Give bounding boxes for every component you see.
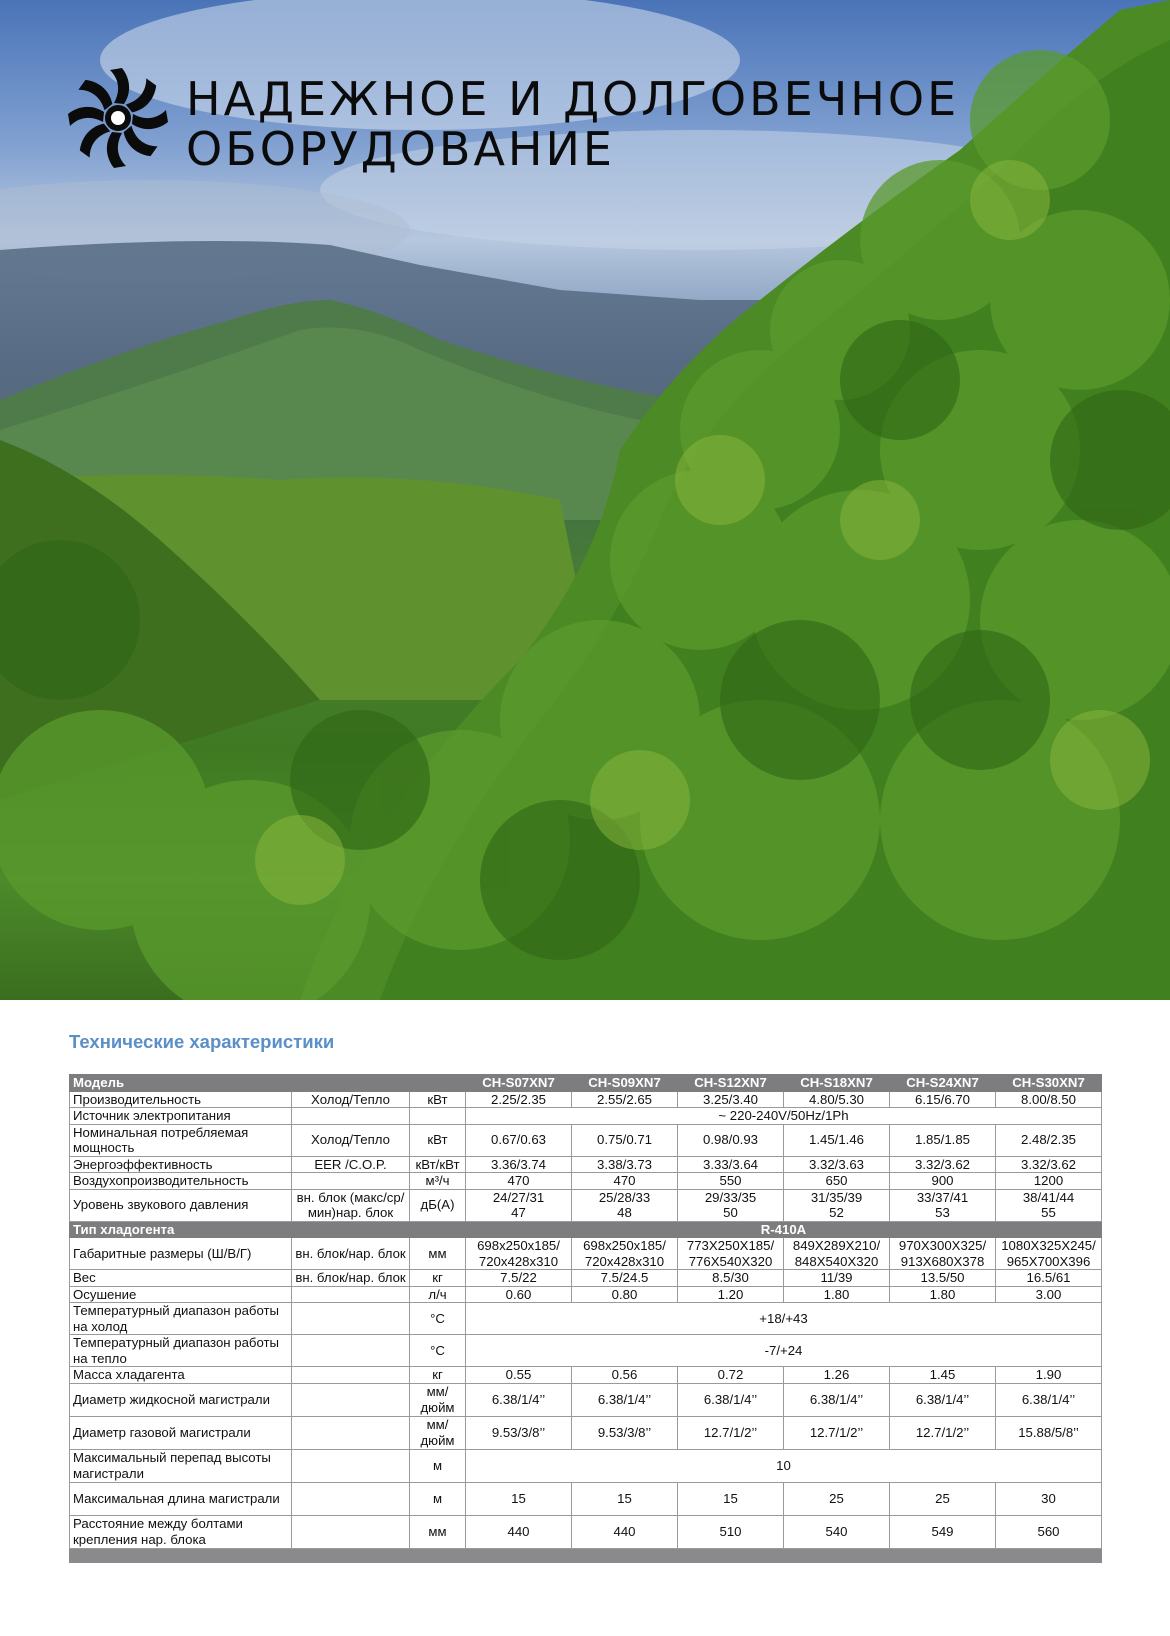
cell-value: 4.80/5.30	[784, 1091, 890, 1108]
table-row	[70, 1416, 1102, 1449]
row-mode: вн. блок/нар. блок	[292, 1238, 410, 1270]
row-unit: кВт	[410, 1124, 466, 1156]
table-row	[70, 1383, 1102, 1416]
cell-value: 1.20	[678, 1286, 784, 1303]
header-label: Модель	[70, 1075, 292, 1092]
cell-value: 2.25/2.35	[466, 1091, 572, 1108]
cell-value: 6.38/1/4’’	[678, 1383, 784, 1416]
row-name: Максимальный перепад высоты магистрали	[70, 1449, 292, 1482]
cell-value: 15	[466, 1482, 572, 1515]
cell-value: 470	[572, 1173, 678, 1190]
cell-value: 1080X325X245/ 965X700X396	[996, 1238, 1102, 1270]
cell-value: 1.85/1.85	[890, 1124, 996, 1156]
model-name: CH-S07XN7	[466, 1075, 572, 1092]
cell-merged: 10	[466, 1449, 1102, 1482]
refrigerant-row	[70, 1221, 1102, 1238]
cell-value: 24/27/31 47	[466, 1189, 572, 1221]
table-row	[70, 1108, 1102, 1125]
cell-value: 11/39	[784, 1270, 890, 1287]
cell-value: 16.5/61	[996, 1270, 1102, 1287]
row-unit: мм	[410, 1238, 466, 1270]
cell-merged: R-410A	[466, 1221, 1102, 1238]
cell-value: 12.7/1/2’’	[784, 1416, 890, 1449]
cell-value: 7.5/22	[466, 1270, 572, 1287]
row-mode: EER /C.O.P.	[292, 1156, 410, 1173]
row-unit: кг	[410, 1270, 466, 1287]
cell-value: 540	[784, 1515, 890, 1548]
model-name: CH-S24XN7	[890, 1075, 996, 1092]
cell-value: 6.38/1/4’’	[572, 1383, 678, 1416]
row-unit: мм/дюйм	[410, 1383, 466, 1416]
cell-value: 1.90	[996, 1367, 1102, 1384]
row-name: Осушение	[70, 1286, 292, 1303]
table-row	[70, 1173, 1102, 1190]
cell-value: 25	[890, 1482, 996, 1515]
cell-value: 6.38/1/4’’	[996, 1383, 1102, 1416]
fan-icon	[66, 66, 170, 170]
row-name: Уровень звукового давления	[70, 1189, 292, 1221]
cell-value: 0.67/0.63	[466, 1124, 572, 1156]
row-name: Максимальная длина магистрали	[70, 1482, 292, 1515]
cell-value: 3.36/3.74	[466, 1156, 572, 1173]
row-name: Габаритные размеры (Ш/В/Г)	[70, 1238, 292, 1270]
table-row	[70, 1270, 1102, 1287]
row-mode: вн. блок/нар. блок	[292, 1270, 410, 1287]
cell-value: 3.25/3.40	[678, 1091, 784, 1108]
row-unit: м³/ч	[410, 1173, 466, 1190]
row-mode: вн. блок (макс/ср/мин)нар. блок	[292, 1189, 410, 1221]
cell-value: 1.26	[784, 1367, 890, 1384]
cell-merged: ~ 220-240V/50Hz/1Ph	[466, 1108, 1102, 1125]
cell-value: 1200	[996, 1173, 1102, 1190]
row-name: Масса хладагента	[70, 1367, 292, 1384]
cell-value: 0.56	[572, 1367, 678, 1384]
cell-value: 0.55	[466, 1367, 572, 1384]
table-row	[70, 1189, 1102, 1221]
cell-value: 8.00/8.50	[996, 1091, 1102, 1108]
row-unit: кг	[410, 1367, 466, 1384]
cell-value: 3.00	[996, 1286, 1102, 1303]
cell-value: 25/28/33 48	[572, 1189, 678, 1221]
cell-value: 0.60	[466, 1286, 572, 1303]
cell-value: 440	[572, 1515, 678, 1548]
table-row	[70, 1335, 1102, 1367]
cell-value: 900	[890, 1173, 996, 1190]
cell-value: 6.38/1/4’’	[466, 1383, 572, 1416]
spec-table	[69, 1074, 1102, 1563]
row-unit: кВт/кВт	[410, 1156, 466, 1173]
cell-value: 1.45/1.46	[784, 1124, 890, 1156]
cell-value: 13.5/50	[890, 1270, 996, 1287]
row-name: Энергоэффективность	[70, 1156, 292, 1173]
model-name: CH-S30XN7	[996, 1075, 1102, 1092]
row-name: Температурный диапазон работы на холод	[70, 1303, 292, 1335]
row-name: Тип хладогента	[70, 1221, 466, 1238]
table-row	[70, 1124, 1102, 1156]
cell-value: 560	[996, 1515, 1102, 1548]
cell-value: 8.5/30	[678, 1270, 784, 1287]
cell-merged: -7/+24	[466, 1335, 1102, 1367]
cell-value: 849X289X210/ 848X540X320	[784, 1238, 890, 1270]
cell-value: 31/35/39 52	[784, 1189, 890, 1221]
row-name: Источник электропитания	[70, 1108, 292, 1125]
row-unit: кВт	[410, 1091, 466, 1108]
row-unit: дБ(А)	[410, 1189, 466, 1221]
model-name: CH-S09XN7	[572, 1075, 678, 1092]
row-name: Температурный диапазон работы на тепло	[70, 1335, 292, 1367]
cell-value: 9.53/3/8’’	[466, 1416, 572, 1449]
cell-value: 698x250x185/ 720x428x310	[466, 1238, 572, 1270]
row-unit: м	[410, 1482, 466, 1515]
cell-value: 25	[784, 1482, 890, 1515]
cell-value: 9.53/3/8’’	[572, 1416, 678, 1449]
cell-value: 2.48/2.35	[996, 1124, 1102, 1156]
cell-value: 6.38/1/4’’	[784, 1383, 890, 1416]
cell-value: 1.80	[784, 1286, 890, 1303]
row-unit: мм/дюйм	[410, 1416, 466, 1449]
cell-value: 1.80	[890, 1286, 996, 1303]
row-name: Расстояние между болтами крепления нар. блока	[70, 1515, 292, 1548]
cell-value: 6.38/1/4’’	[890, 1383, 996, 1416]
cell-value: 15	[572, 1482, 678, 1515]
cell-value: 2.55/2.65	[572, 1091, 678, 1108]
cell-value: 7.5/24.5	[572, 1270, 678, 1287]
row-name: Диаметр жидкосной магистрали	[70, 1383, 292, 1416]
row-name: Вес	[70, 1270, 292, 1287]
cell-value: 470	[466, 1173, 572, 1190]
table-row	[70, 1515, 1102, 1548]
cell-value: 0.72	[678, 1367, 784, 1384]
row-unit: °C	[410, 1335, 466, 1367]
cell-value: 773X250X185/ 776X540X320	[678, 1238, 784, 1270]
row-unit: м	[410, 1449, 466, 1482]
row-unit: л/ч	[410, 1286, 466, 1303]
cell-value: 3.32/3.63	[784, 1156, 890, 1173]
table-row	[70, 1367, 1102, 1384]
model-name: CH-S12XN7	[678, 1075, 784, 1092]
row-name: Воздухопроизводительность	[70, 1173, 292, 1190]
cell-value: 3.33/3.64	[678, 1156, 784, 1173]
cell-value: 510	[678, 1515, 784, 1548]
cell-value: 549	[890, 1515, 996, 1548]
row-name: Диаметр газовой магистрали	[70, 1416, 292, 1449]
cell-value: 15.88/5/8’’	[996, 1416, 1102, 1449]
cell-value: 3.38/3.73	[572, 1156, 678, 1173]
cell-merged: +18/+43	[466, 1303, 1102, 1335]
section-title: Технические характеристики	[69, 1031, 335, 1052]
table-row	[70, 1449, 1102, 1482]
cell-value: 0.80	[572, 1286, 678, 1303]
cell-value: 33/37/41 53	[890, 1189, 996, 1221]
cell-value: 650	[784, 1173, 890, 1190]
headline	[186, 74, 959, 174]
table-row	[70, 1303, 1102, 1335]
cell-value: 12.7/1/2’’	[890, 1416, 996, 1449]
cell-value: 3.32/3.62	[890, 1156, 996, 1173]
cell-value: 12.7/1/2’’	[678, 1416, 784, 1449]
cell-value: 30	[996, 1482, 1102, 1515]
row-name: Номинальная потребляемая мощность	[70, 1124, 292, 1156]
cell-value: 29/33/35 50	[678, 1189, 784, 1221]
row-mode: Холод/Тепло	[292, 1091, 410, 1108]
table-footer-bar	[70, 1548, 1102, 1562]
cell-value: 0.75/0.71	[572, 1124, 678, 1156]
cell-value: 550	[678, 1173, 784, 1190]
cell-value: 0.98/0.93	[678, 1124, 784, 1156]
cell-value: 970X300X325/ 913X680X378	[890, 1238, 996, 1270]
table-row	[70, 1091, 1102, 1108]
table-row	[70, 1482, 1102, 1515]
table-row	[70, 1156, 1102, 1173]
row-unit: °C	[410, 1303, 466, 1335]
table-row	[70, 1286, 1102, 1303]
cell-value: 440	[466, 1515, 572, 1548]
model-name: CH-S18XN7	[784, 1075, 890, 1092]
cell-value: 698x250x185/ 720x428x310	[572, 1238, 678, 1270]
row-mode: Холод/Тепло	[292, 1124, 410, 1156]
cell-value: 6.15/6.70	[890, 1091, 996, 1108]
row-name: Производительность	[70, 1091, 292, 1108]
headline-line-1: НАДЕЖНОЕ И ДОЛГОВЕЧНОЕ	[186, 72, 960, 126]
header-row	[70, 1075, 1102, 1092]
cell-value: 15	[678, 1482, 784, 1515]
headline-line-2: ОБОРУДОВАНИЕ	[186, 122, 615, 176]
cell-value: 3.32/3.62	[996, 1156, 1102, 1173]
table-row	[70, 1238, 1102, 1270]
cell-value: 38/41/44 55	[996, 1189, 1102, 1221]
row-unit: мм	[410, 1515, 466, 1548]
cell-value: 1.45	[890, 1367, 996, 1384]
